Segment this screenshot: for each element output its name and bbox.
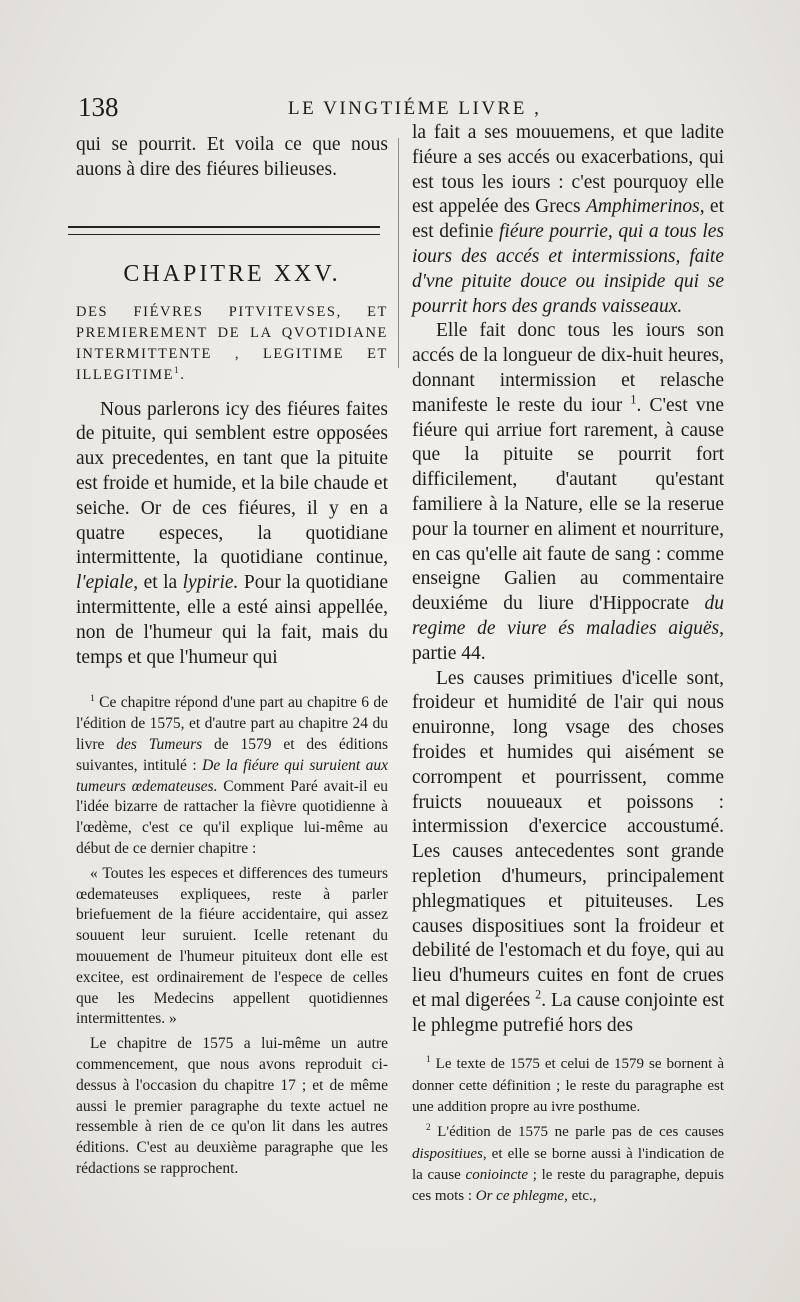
left-column (76, 133, 388, 1180)
chapter-subtitle: DES FIÉVRES PITVITEVSES, ET PREMIEREMENT DE LA QVOTIDIANE INTERMITTENTE , LEGITIME ET ILLEGITIME$^1$. (76, 303, 388, 383)
section-divider (68, 226, 380, 235)
footnote-ref: 1 (630, 392, 637, 407)
footnote-mark: 1 (426, 1055, 431, 1066)
footnote-ref: 1 (174, 364, 181, 375)
footnote-italic: conioincte (465, 1166, 529, 1183)
running-head: LE VINGTIÉME LIVRE , (288, 98, 542, 119)
citation-italic: du regime de viure és maladies aiguës, (412, 593, 724, 639)
opening-text: qui se pourrit. Et voila ce que nous auons à dire des fiéures bilieuses. (76, 134, 388, 180)
footnote-1 (76, 693, 388, 859)
paragraph-text: et la (143, 572, 178, 594)
footnote-text: ; le reste du paragraphe, depuis ces mots : (412, 1166, 725, 1205)
footnote-text: Ce chapitre répond d'une part au chapitre 6 de l'édition de 1575, et d'autre part au chapitre 24 du livre (76, 694, 388, 753)
paragraph-text: . C'est vne fiéure qui arriue fort rarement, à cause que la pituite se pourrit fort difficilement, d'autant qu'estant familiere à la Nature, elle se la reserue pour la tourner en aliment et nourriture, en cas qu'elle ait faute de sang : comme enseigne Galien au commentaire deuxiéme du liure d'Hippocrate (412, 394, 725, 615)
footnote-text: Le texte de 1575 et celui de 1579 se bornent à donner cette définition ; le reste du paragraphe est une addition propre au ivre posthume. (412, 1056, 724, 1116)
footnote-continuation: Le chapitre de 1575 a lui-même un autre commencement, que nous avons reproduit ci-dessus à l'occasion du chapitre 17 ; et de même aussi le premier paragraphe du texte actuel ne ressemble à rien de ce qu'on lit dans les autres éditions. C'est au deuxième paragraphe que les rédactions se rapprochent. (76, 1035, 388, 1177)
term-amphimerinos: Amphimerinos (585, 196, 700, 218)
footnote-text: L'édition de 1575 ne parle pas de ces causes (437, 1124, 724, 1141)
footnote-italic: De la fiéure qui suruient aux tumeurs œdemateuses. (76, 756, 389, 795)
footnote-mark: 2 (426, 1123, 431, 1134)
paragraph (412, 667, 724, 1039)
paragraph-text: partie 44. (412, 642, 486, 664)
footnotes (412, 1054, 724, 1207)
chapter-subtitle-text: DES FIÉVRES PITVITEVSES, ET PREMIEREMENT DE LA QVOTIDIANE INTERMITTENTE , LEGITIME ET ILLEGITIME (76, 303, 388, 383)
term-epiale: l'epiale, (76, 572, 139, 594)
paragraph-text: . La cause conjointe est le phlegme putrefié hors des (412, 989, 725, 1036)
paragraph-text: la fait a ses mouuemens, et que ladite fiéure a ses accés ou exacerbations, qui est tous les iours : c'est pourquoy elle est appelée des Grecs (412, 122, 724, 218)
footnote-2 (412, 1122, 724, 1207)
footnote-italic: dispositiues (412, 1145, 483, 1162)
footnote-text: Comment Paré avait-il eu l'idée bizarre de rattacher la fièvre quotidienne à l'œdème, c'est ce qu'il explique lui-même au début de ce dernier chapitre : (76, 777, 388, 857)
footnote-text: de 1579 et des éditions suivantes, intitulé : (76, 735, 389, 774)
paragraph-text: Pour la quotidiane intermittente, elle a esté ainsi appellée, non de l'humeur qui la fait, mais du temps et que l'humeur qui (76, 572, 388, 668)
footnote-italic: Or ce phlegme (475, 1188, 565, 1205)
definition-italic: fiéure pourrie, qui a tous les iours des accés et intermissions, faite d'vne pituite douce ou insipide qui se pourrit hors des grands vaisseaux. (412, 221, 724, 317)
paragraph (76, 398, 388, 671)
term-lypirie: lypirie. (182, 572, 239, 594)
footnote-text: , etc., (564, 1188, 597, 1205)
footnote-ref: 2 (535, 987, 542, 1002)
paragraph (412, 121, 724, 319)
paragraph-text: Elle fait donc tous les iours son accés de la longueur de dix-huit heures, donnant intermission et relasche manifeste le reste du iour (412, 320, 724, 416)
footnotes (76, 693, 388, 1179)
page-number: 138 (78, 92, 119, 122)
footnote-1 (412, 1054, 724, 1118)
paragraph-text: Les causes primitiues d'icelle sont, froideur et humidité de l'air qui nous enuironne, long vsage des choses froides et humides qui aisément se corrompent et pourrissent, comme fruicts nouueaux et poissons : intermission d'exercice accoustumé. Les causes antecedentes sont grande repletion d'humeurs, principalement phlegmatiques et pituiteuses. Les causes dispositiues sont la froideur et debilité de l'estomach et du foye, qui au lieu d'humeurs cuites en font de crues et mal digerées (412, 667, 724, 1011)
column-rule (398, 138, 399, 368)
footnote-italic: des Tumeurs (116, 735, 203, 753)
chapter-title: CHAPITRE XXV. (123, 260, 341, 287)
right-column (412, 121, 724, 1208)
paragraph (412, 319, 724, 666)
footnote-text: , et elle se borne aussi à l'indication de la cause (412, 1145, 724, 1183)
footnote-mark: 1 (90, 693, 95, 705)
paragraph-text: , et est definie (412, 196, 725, 243)
footnote-quote: « Toutes les especes et differences des tumeurs œdemateuses expliquees, reste à parler briefuement de la fiéure accidentaire, qui assez souuent leur suruient. Icelle retenant du mouuement de l'humeur pituiteux dont elle est excitee, est ordinairement de l'espece de celles que les Medecins appellent quotidiennes intermittentes. » (76, 864, 388, 1028)
paragraph-text: Nous parlerons icy des fiéures faites de pituite, qui semblent estre opposées aux precedentes, en tant que la pituite est froide et humide, et la bile chaude et seiche. Or de ces fiéures, il y en a quatre especes, la quotidiane intermittente, la quotidiane continue, (76, 398, 388, 569)
